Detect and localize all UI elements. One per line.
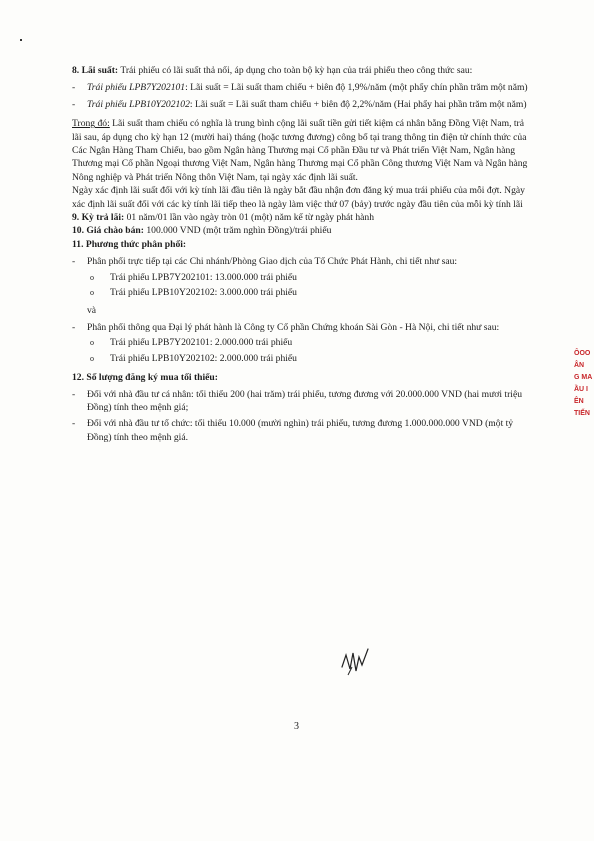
- direct-distribution-text: Phân phối trực tiếp tại các Chi nhánh/Phòng Giao dịch của Tổ Chức Phát Hành, chi tiết như sau:: [87, 256, 458, 268]
- list-item: [72, 352, 534, 365]
- rate-formula: : Lãi suất = Lãi suất tham chiếu + biên độ 1,9%/năm (một phẩy chín phần trăm một năm): [185, 82, 528, 94]
- scan-mark: [20, 39, 22, 41]
- section-10-heading: 10. Giá chào bán:: [72, 225, 144, 237]
- rate-formula: : Lãi suất = Lãi suất tham chiếu + biên độ 2,2%/năm (Hai phẩy hai phần trăm một năm): [189, 98, 527, 110]
- section-10: [72, 224, 534, 237]
- section-9: [72, 211, 534, 224]
- section-8: [72, 64, 534, 77]
- where-label: Trong đó:: [72, 118, 110, 130]
- section-8-intro: Trái phiếu có lãi suất thả nổi, áp dụng cho toàn bộ kỳ hạn của trái phiếu theo công thức sau:: [118, 65, 473, 76]
- minimum-individual: [72, 388, 534, 415]
- direct-distribution: [72, 255, 534, 268]
- list-item-text: Trái phiếu LPB10Y202102: 3.000.000 trái phiếu: [110, 287, 297, 299]
- section-11-heading: 11. Phương thức phân phối:: [72, 238, 187, 250]
- stamp-text: ÔOO: [574, 350, 591, 357]
- list-item: [72, 286, 534, 299]
- circle-marker: o: [90, 288, 94, 298]
- stamp-text: G MA: [574, 374, 593, 381]
- dash-marker: -: [72, 418, 76, 430]
- section-8-heading: 8. Lãi suất:: [72, 65, 119, 76]
- section-9-heading: 9. Kỳ trả lãi:: [72, 212, 125, 224]
- list-item-text: Trái phiếu LPB10Y202102: 2.000.000 trái phiếu: [110, 352, 297, 364]
- rate-fixing-date: Ngày xác định lãi suất đối với kỳ tính lãi đầu tiên là ngày bắt đầu nhận đơn đăng ký mua trái phiếu của mỗi đợt. Ngày xác định lãi suất đối với các kỳ tính lãi tiếp theo là ngày làm việc thứ 07 (bảy) trước ngày đầu tiên của mỗi kỳ tính lãi: [72, 185, 525, 210]
- agent-distribution: [72, 321, 534, 334]
- list-item: [72, 336, 534, 349]
- stamp-text: ÂN: [574, 362, 585, 369]
- initial-signature: [338, 645, 374, 679]
- list-item-text: Trái phiếu LPB7Y202101: 2.000.000 trái phiếu: [110, 337, 293, 349]
- bond-code: Trái phiếu LPB7Y202101: [87, 82, 186, 94]
- bond-code: Trái phiếu LPB10Y202102: [87, 98, 190, 110]
- red-stamp-fragment: [574, 348, 594, 438]
- reference-rate-definition: [72, 117, 534, 184]
- section-9-text: 01 năm/01 lần vào ngày tròn 01 (một) năm kể từ ngày phát hành: [124, 212, 375, 224]
- page-number: 3: [294, 721, 299, 732]
- document-body: [72, 64, 534, 444]
- stamp-text: ẦU I: [574, 386, 588, 393]
- minimum-individual-text: Đối với nhà đầu tư cá nhân: tối thiểu 200 (hai trăm) trái phiếu, tương đương với 20.000.000 VND (hai mươi triệu Đồng) tính theo mệnh giá;: [87, 388, 522, 413]
- list-item: [72, 271, 534, 284]
- dash-marker: -: [72, 321, 76, 333]
- circle-marker: o: [90, 353, 94, 363]
- rate-item-2: [72, 98, 534, 111]
- minimum-institution-text: Đối với nhà đầu tư tổ chức: tối thiểu 10.000 (mười nghìn) trái phiếu, tương đương 1.000.000.000 VND (một tỷ Đồng) tính theo mệnh giá.: [87, 418, 514, 443]
- section-12-heading: 12. Số lượng đăng ký mua tối thiểu:: [72, 372, 218, 384]
- minimum-institution: [72, 417, 534, 444]
- circle-marker: o: [90, 338, 94, 348]
- dash-marker: -: [72, 82, 76, 94]
- conjunction-and: và: [87, 304, 97, 316]
- agent-distribution-text: Phân phối thông qua Đại lý phát hành là Công ty Cổ phần Chứng khoán Sài Gòn - Hà Nội, chi tiết như sau:: [87, 321, 500, 333]
- dash-marker: -: [72, 98, 76, 110]
- section-10-text: 100.000 VND (một trăm nghìn Đồng)/trái phiếu: [143, 225, 332, 237]
- dash-marker: -: [72, 388, 76, 400]
- rate-item-1: [72, 81, 534, 94]
- circle-marker: o: [90, 272, 94, 282]
- stamp-text: TIẾN: [574, 410, 590, 417]
- list-item-text: Trái phiếu LPB7Y202101: 13.000.000 trái phiếu: [110, 271, 297, 283]
- dash-marker: -: [72, 256, 76, 268]
- stamp-text: ÊN: [574, 398, 584, 405]
- where-text: Lãi suất tham chiếu có nghĩa là trung bình cộng lãi suất tiền gửi tiết kiệm cá nhân bằng Đồng Việt Nam, trả lãi sau, áp dụng cho kỳ hạn 12 (mười hai) tháng (hoặc tương đương) công bố tại trang thông tin điện tử chính thức của Các Ngân Hàng Tham Chiếu, bao gồm Ngân hàng Thương mại Cổ phần Đầu tư và Phát triển Việt Nam, Ngân hàng Thương mại Cổ phần Ngoại thương Việt Nam, Ngân hàng Thương mại Cổ phần Công thương Việt Nam và Ngân hàng Nông nghiệp và Phát triển Nông thôn Việt Nam, tại ngày xác định lãi suất.: [72, 118, 528, 183]
